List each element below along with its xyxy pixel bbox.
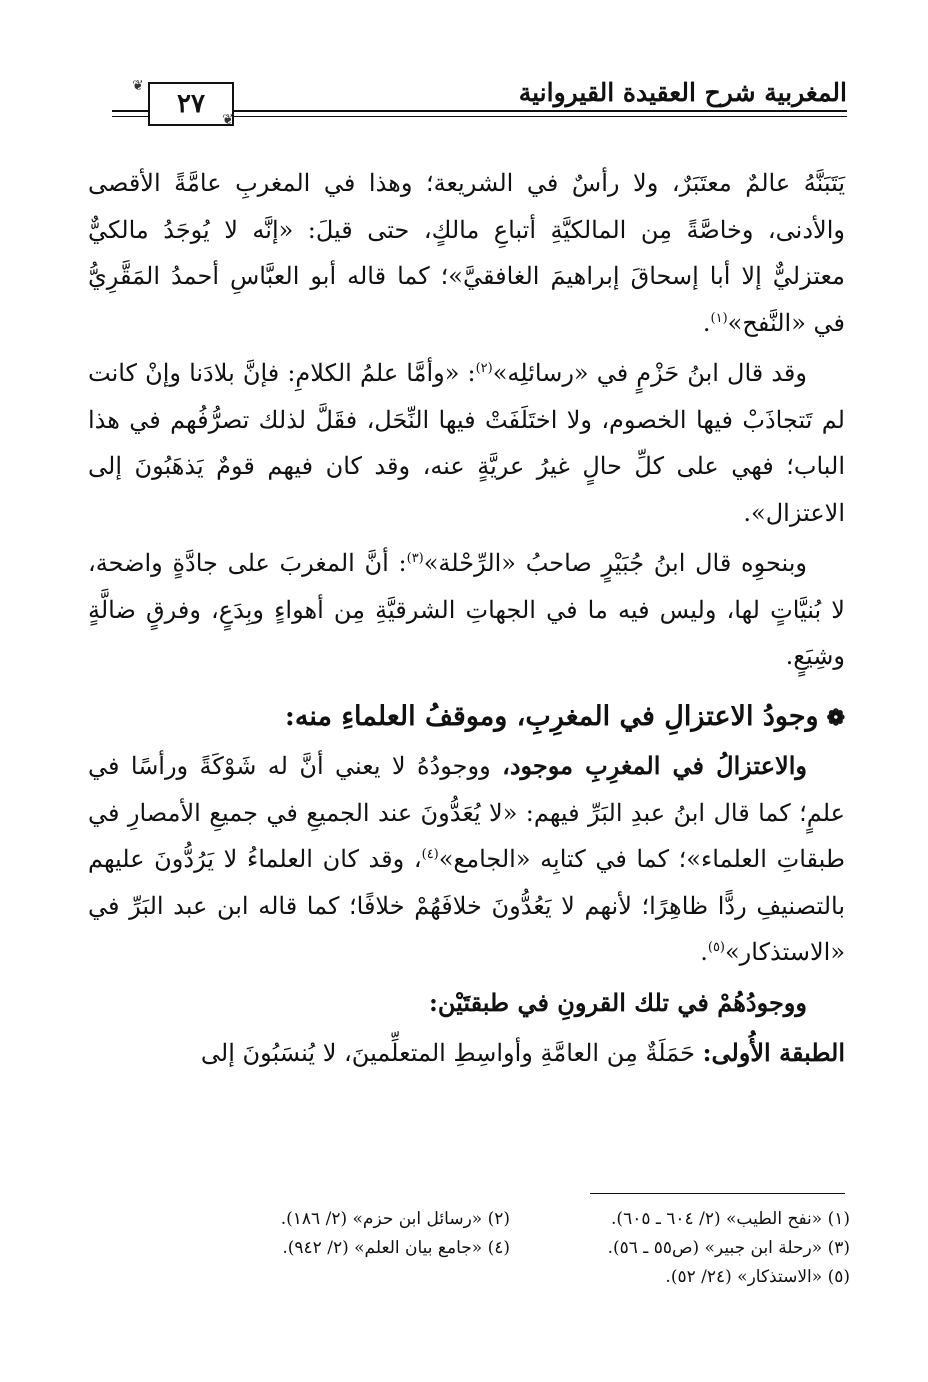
paragraph [88,540,845,680]
heading-text: وجودُ الاعتزالِ في المغرِبِ، وموقفُ العلماءِ منه: [284,700,819,732]
footnote-ref: (١) [710,310,728,326]
text: . [702,308,711,337]
text: ، وقد كان العلماءُ لا يَرُدُّونَ عليهم بالتصنيفِ ردًّا ظاهِرًا؛ لأنهم لا يَعُدُّونَ خلافَهُمْ خلافًا؛ كما قاله ابن عبد البَرِّ في «الاستذكار» [88,845,845,966]
text: حَمَلَةٌ مِن العامَّةِ وأواسِطِ المتعلِّمينَ، لا يُنسَبُونَ إلى [200,1039,703,1067]
footnote-ref: (٥) [707,940,725,955]
text: ووجودُهُ لا يعني أنَّ له شَوْكَةً ورأسًا في علمٍ؛ كما قال ابنُ عبدِ البَرِّ فيهم: «لا يُعَدُّونَ عند الجميعِ في جميعِ الأمصارِ في طبقاتِ العلماء»؛ كما في كتابِه «الجامع» [88,752,845,873]
bold-lead: والاعتزالُ في المغرِبِ موجود، [502,751,807,780]
flower-icon: ❁ [826,704,845,731]
running-title: المغربية شرح العقيدة القيروانية [509,78,847,108]
footnote-5: (٥) «الاستذكار» (٢٤/ ٥٢). [665,1267,850,1287]
text: : أنَّ المغربَ على جادَّةٍ واضحة، لا بُنيَّاتٍ لها، وليس فيه ما في الجهاتِ الشرقيَّةِ مِن أهواءٍ وبِدَعٍ، وفرقٍ ضالَّةٍ وشِيَعٍ. [88,549,845,670]
subheading: ووجودُهُمْ في تلك القرونِ في طبقتَيْن: [429,987,807,1017]
text: . [700,938,708,966]
footnote-separator [590,1193,845,1194]
text: وبنحوِه قال ابنُ جُبَيْرٍ صاحبُ «الرِّحْلة» [423,549,807,577]
footnote-1: (١) «نفح الطيب» (٢/ ٦٠٤ ـ ٦٠٥). [611,1209,850,1229]
footnote-ref: (٣) [406,551,424,566]
footnote-row [130,1234,850,1263]
footnote-ref: (٤) [421,847,439,862]
footnote-2: (٢) «رسائل ابن حزم» (٢/ ١٨٦). [280,1209,510,1229]
bold-lead: الطبقة الأُولى: [702,1038,845,1067]
footnote-row [130,1263,850,1292]
page-number: ٢٧ [148,82,234,126]
ornament-icon: ❦ [132,78,144,94]
page-header [112,78,847,132]
footnote-row [130,1205,850,1234]
paragraph [88,160,845,346]
text: وقد قال ابنُ حَزْمٍ في «رسائلِه» [492,359,807,387]
footnote-4: (٤) «جامع بيان العلم» (٢/ ٩٤٢). [282,1238,510,1258]
paragraph [88,743,845,976]
text: يَتَبَنَّهُ عالمٌ معتَبَرٌ، ولا رأسٌ في الشريعة؛ وهذا في المغربِ عامَّةً الأقصى والأدنى، وخاصَّةً مِن المالكيَّةِ أتباعِ مالكٍ، حتى قيلَ: «إنَّه لا يُوجَدُ مالكيٌّ معتزليٌّ إلا أبا إسحاقَ إبراهيمَ الغافقيَّ»؛ كما قاله أبو العبَّاسِ أحمدُ المَقَّرِيُّ في «النَّفح» [88,169,845,337]
text: : «وأمَّا علمُ الكلامِ: فإنَّ بلادَنا وإنْ كانت لم تَتجاذَبْ فيها الخصوم، ولا اختَلَفَتْ فيها النِّحَل، فقَلَّ لذلك تصرُّفُهم في هذا الباب؛ فهي على كلِّ حالٍ غيرُ عريَّةٍ عنه، وقد كان فيهم قومٌ يَذهَبُونَ إلى الاعتزال». [88,359,845,527]
paragraph [88,350,845,536]
footnotes [130,1205,850,1292]
footnote-3: (٣) «رحلة ابن جبير» (ص٥٥ ـ ٥٦). [607,1238,850,1258]
section-heading [88,694,845,742]
paragraph [88,1030,845,1077]
footnote-ref: (٢) [475,361,493,376]
main-text [88,160,845,1077]
ornament-icon: ❦ [222,112,234,128]
